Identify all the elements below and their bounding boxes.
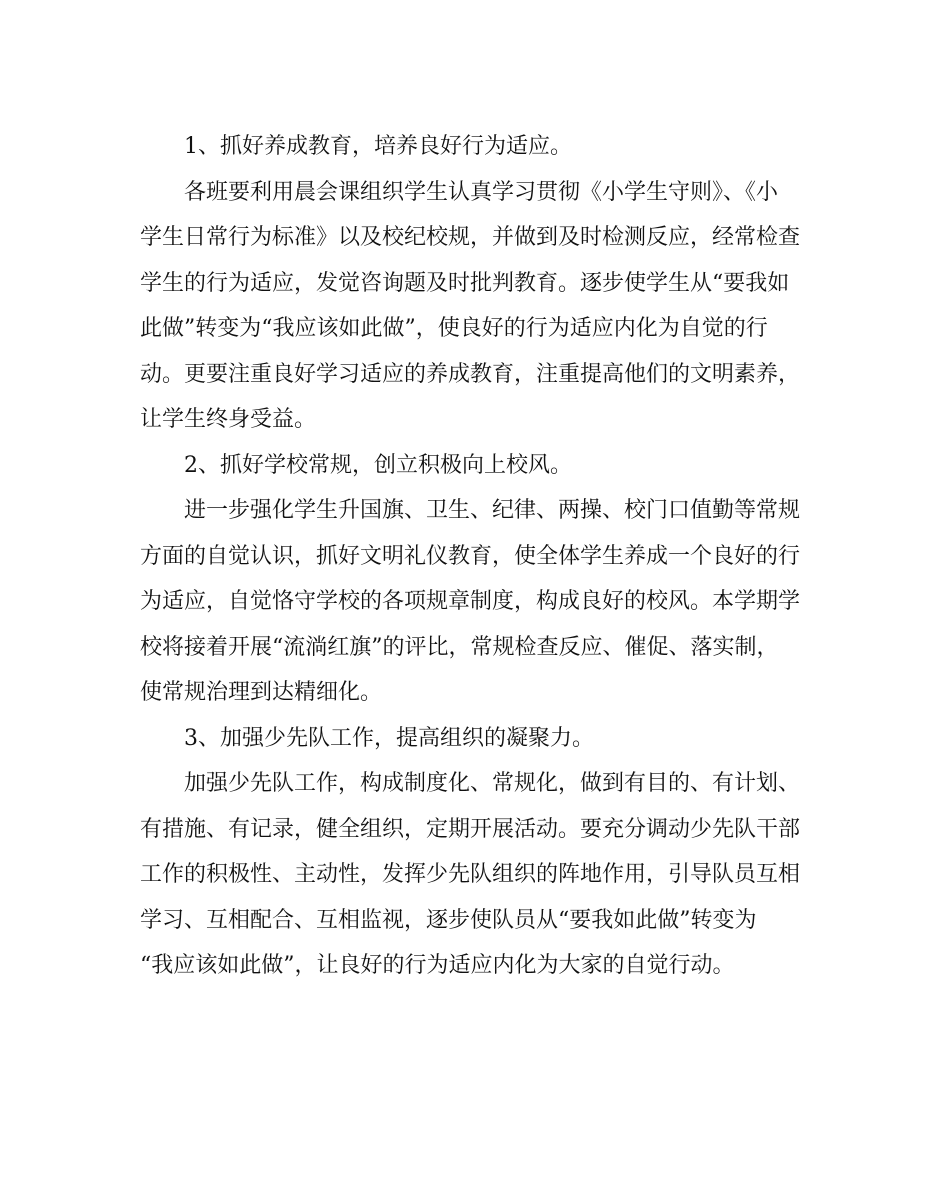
paragraph-line: “我应该如此做”，让良好的行为适应内化为大家的自觉行动。 <box>140 953 735 978</box>
paragraph-line: 为适应，自觉恪守学校的各项规章制度，构成良好的校风。本学期学 <box>140 589 801 614</box>
paragraph-line: 学习、互相配合、互相监视，逐步使队员从“要我如此做”转变为 <box>140 907 757 933</box>
paragraph-line: 让学生终身受益。 <box>140 407 317 432</box>
section-heading: 1、抓好养成教育，培养良好行为适应。 <box>184 134 572 159</box>
paragraph-line: 此做”转变为“我应该如此做”，使良好的行为适应内化为自觉的行 <box>140 316 768 341</box>
section-heading: 3、加强少先队工作，提高组织的凝聚力。 <box>184 725 594 751</box>
paragraph-line: 工作的积极性、主动性，发挥少先队组织的阵地作用，引导队员互相 <box>140 862 801 887</box>
paragraph-line: 校将接着开展“流淌红旗”的评比，常规检查反应、催促、落实制， <box>140 634 779 660</box>
paragraph-line: 各班要利用晨会课组织学生认真学习贯彻《小学生守则》、《小 <box>184 179 779 205</box>
paragraph-line: 使常规治理到达精细化。 <box>140 680 383 705</box>
paragraph-line: 动。更要注重良好学习适应的养成教育，注重提高他们的文明素养， <box>140 361 801 387</box>
section-heading: 2、抓好学校常规，创立积极向上校风。 <box>184 452 572 478</box>
paragraph-line: 有措施、有记录，健全组织，定期开展活动。要充分调动少先队干部 <box>140 816 801 842</box>
section-1 <box>140 124 800 443</box>
section-2 <box>140 443 800 716</box>
document-body <box>140 124 800 989</box>
paragraph-line: 学生的行为适应，发觉咨询题及时批判教育。逐步使学生从“要我如 <box>140 270 790 296</box>
section-3 <box>140 716 800 989</box>
paragraph-line: 加强少先队工作，构成制度化、常规化，做到有目的、有计划、 <box>184 771 801 796</box>
paragraph-line: 学生日常行为标准》以及校纪校规，并做到及时检测反应，经常检查 <box>140 225 801 250</box>
paragraph-line: 进一步强化学生升国旗、卫生、纪律、两操、校门口值勤等常规 <box>184 498 801 523</box>
paragraph-line: 方面的自觉认识，抓好文明礼仪教育，使全体学生养成一个良好的行 <box>140 543 801 569</box>
